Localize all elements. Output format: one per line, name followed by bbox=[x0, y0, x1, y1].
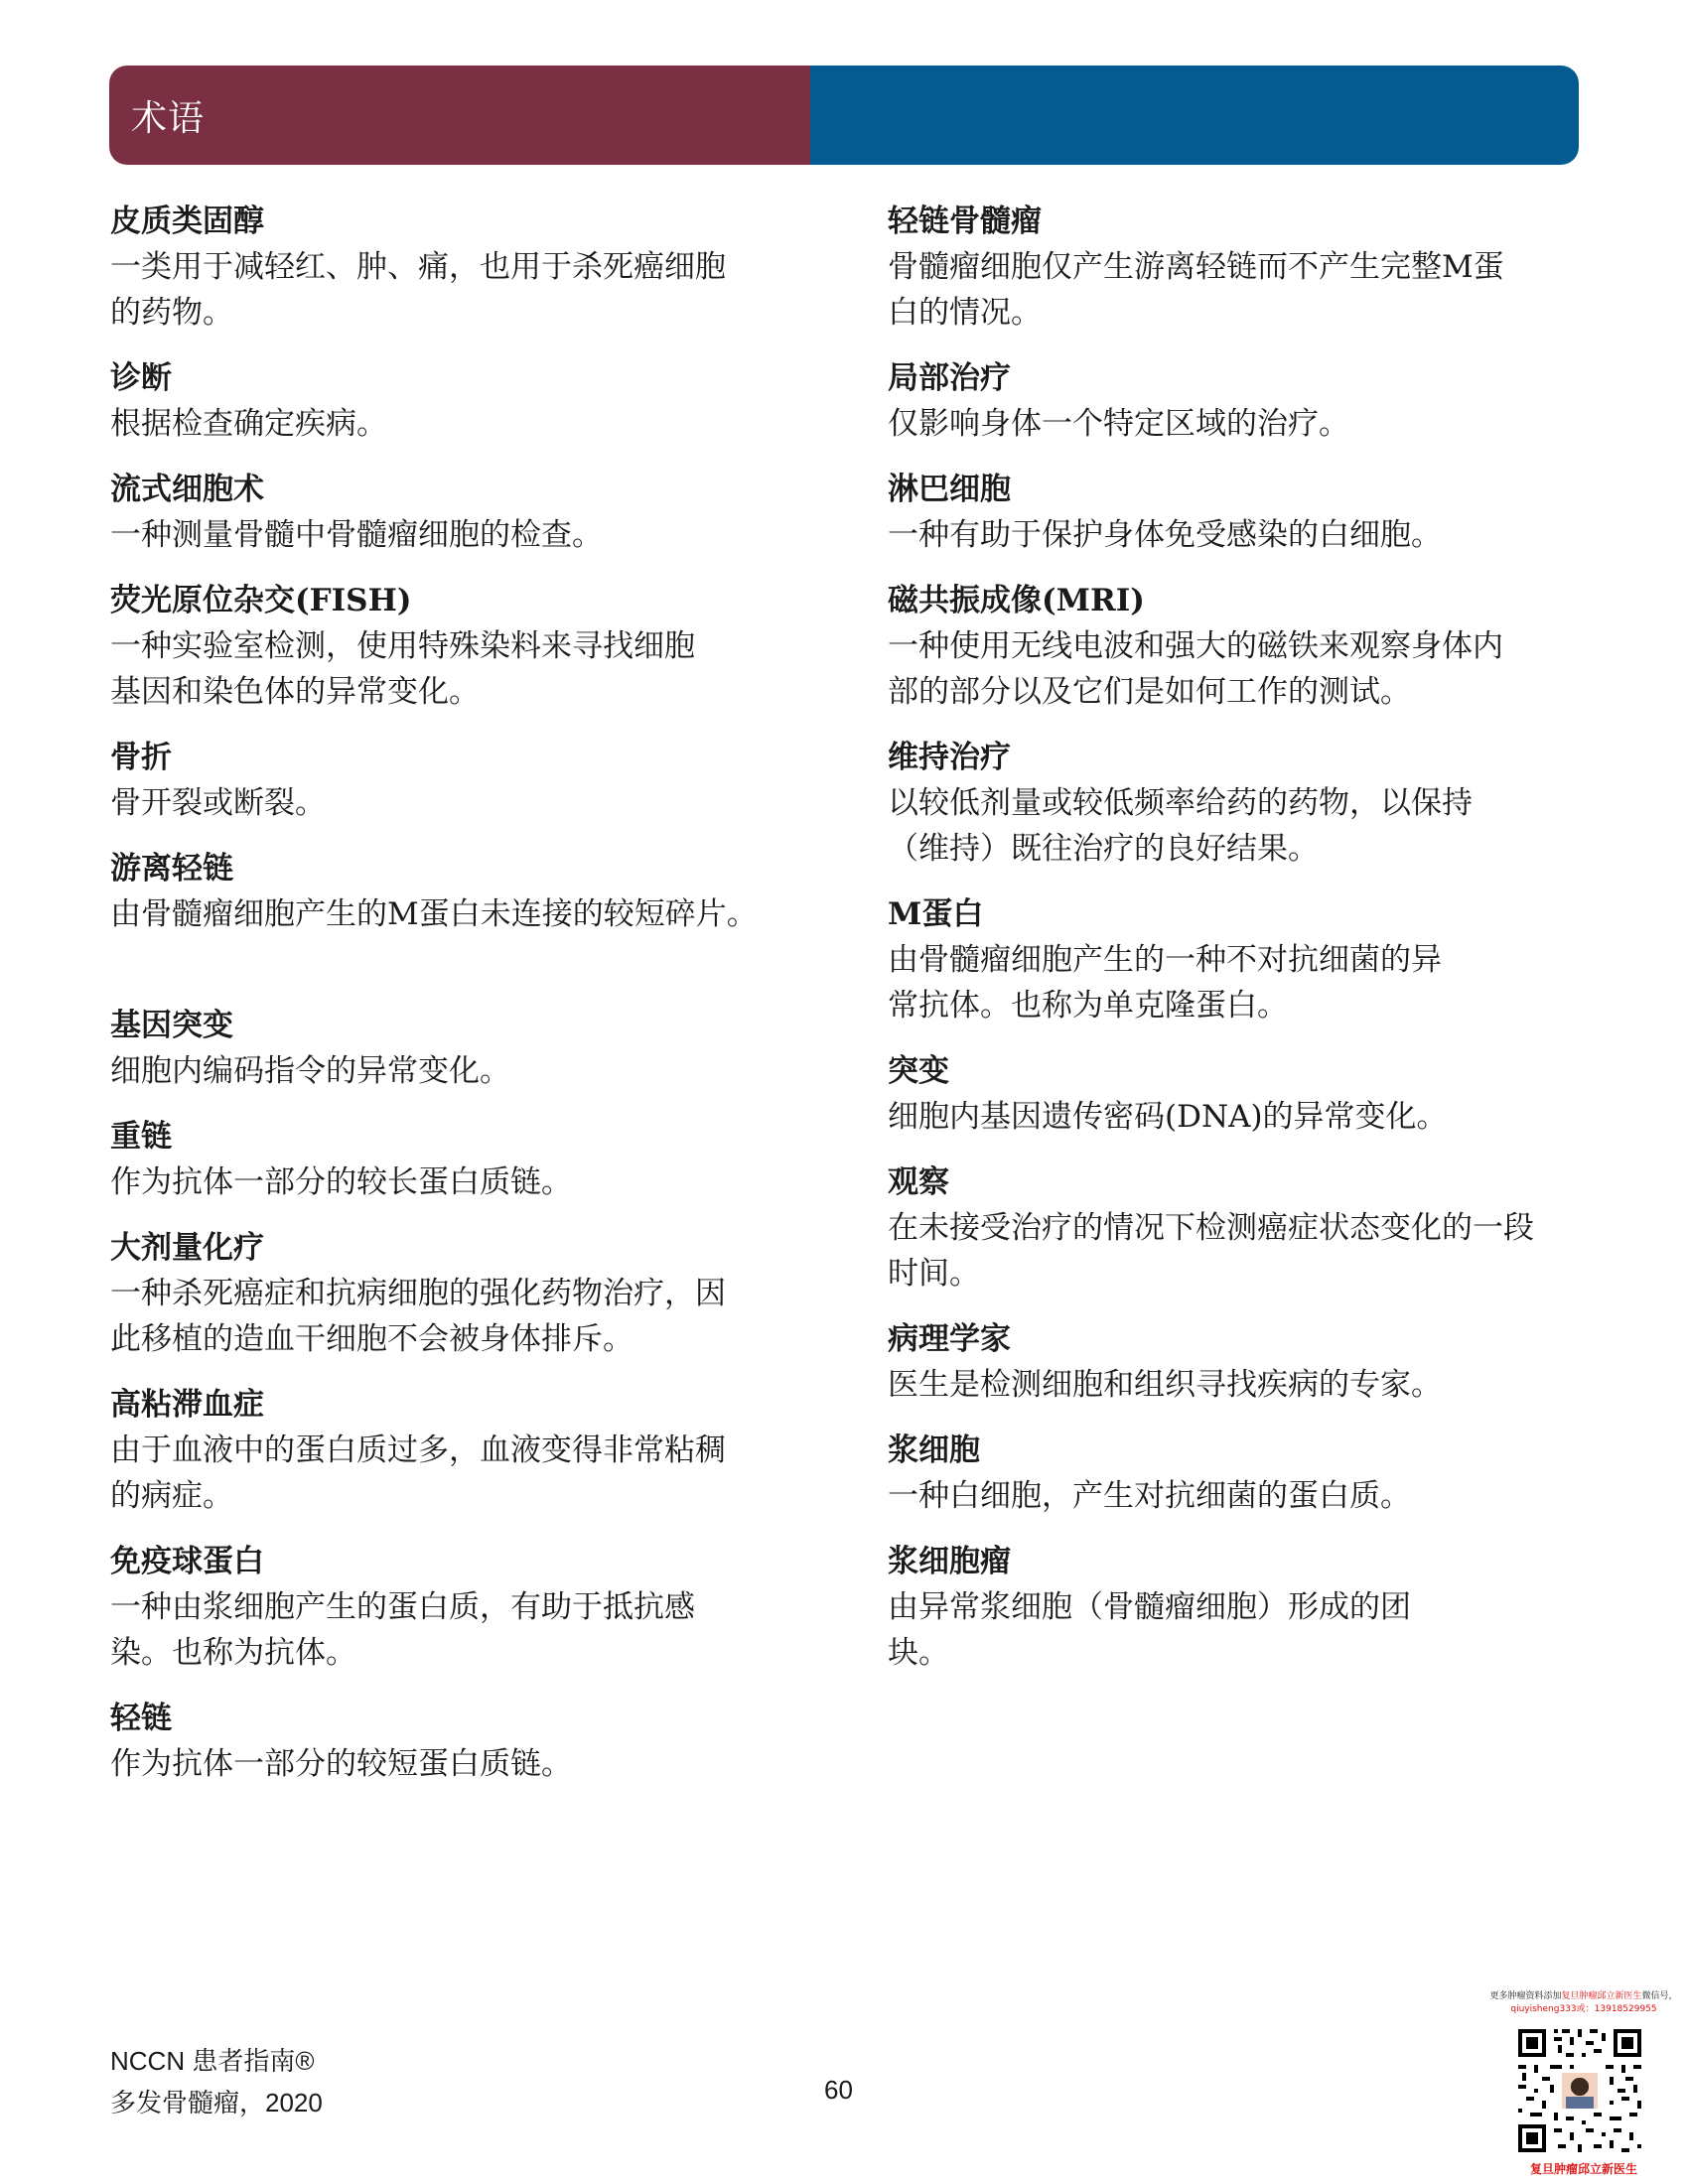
promo-phone: 或：13918529955 bbox=[1576, 2004, 1657, 2014]
glossary-definition-line: 在未接受治疗的情况下检测癌症状态变化的一段 bbox=[888, 1210, 1534, 1246]
glossary-term: 浆细胞 bbox=[888, 1433, 980, 1468]
glossary-term: 病理学家 bbox=[888, 1321, 1011, 1357]
glossary-entry bbox=[110, 1003, 805, 1094]
glossary-term: 突变 bbox=[888, 1053, 949, 1089]
header-banner-right bbox=[810, 66, 1579, 165]
glossary-term: 大剂量化疗 bbox=[110, 1230, 264, 1266]
glossary-entry bbox=[110, 1225, 805, 1362]
glossary-term: 维持治疗 bbox=[888, 740, 1011, 775]
glossary-term: 轻链骨髓瘤 bbox=[888, 204, 1042, 239]
page-title: 术语 bbox=[131, 97, 206, 139]
footer-guide-name: NCCN 患者指南® bbox=[110, 2046, 315, 2076]
glossary-definition-line: 骨开裂或断裂。 bbox=[110, 785, 326, 821]
glossary-definition-line: 作为抗体一部分的较短蛋白质链。 bbox=[110, 1746, 572, 1782]
glossary-definition-line: 细胞内基因遗传密码(DNA)的异常变化。 bbox=[888, 1099, 1448, 1135]
glossary-entry bbox=[888, 199, 1583, 336]
glossary-term: 观察 bbox=[888, 1164, 949, 1200]
glossary-entry bbox=[110, 467, 805, 558]
glossary-definition-line: 医生是检测细胞和组织寻找疾病的专家。 bbox=[888, 1367, 1442, 1403]
glossary-definition-line: 常抗体。也称为单克隆蛋白。 bbox=[888, 988, 1288, 1024]
glossary-term: 淋巴细胞 bbox=[888, 472, 1011, 507]
glossary-definition-line: 一种使用无线电波和强大的磁铁来观察身体内 bbox=[888, 628, 1503, 664]
glossary-entry bbox=[888, 355, 1583, 447]
glossary-entry bbox=[110, 846, 805, 937]
glossary-entry bbox=[888, 891, 1583, 1028]
glossary-term: 高粘滞血症 bbox=[110, 1387, 264, 1423]
glossary-definition-line: 以较低剂量或较低频率给药的药物，以保持 bbox=[888, 785, 1473, 821]
glossary-term: 游离轻链 bbox=[110, 851, 233, 887]
glossary-definition-line: 一种杀死癌症和抗病细胞的强化药物治疗，因 bbox=[110, 1276, 726, 1311]
glossary-entry bbox=[888, 1316, 1583, 1408]
glossary-term: 浆细胞瘤 bbox=[888, 1544, 1011, 1579]
promo-text-part: 更多肿瘤资料添加 bbox=[1489, 1991, 1562, 2001]
glossary-term: 诊断 bbox=[110, 360, 172, 396]
glossary-definition-line: 一种实验室检测，使用特殊染料来寻找细胞 bbox=[110, 628, 695, 664]
glossary-definition-line: 基因和染色体的异常变化。 bbox=[110, 674, 480, 710]
glossary-definition-line: 由骨髓瘤细胞产生的一种不对抗细菌的异 bbox=[888, 942, 1442, 978]
glossary-term: 流式细胞术 bbox=[110, 472, 264, 507]
glossary-entry bbox=[110, 1114, 805, 1205]
glossary-term: 骨折 bbox=[110, 740, 172, 775]
glossary-term: 轻链 bbox=[110, 1701, 172, 1736]
glossary-right-column bbox=[888, 199, 1583, 1696]
glossary-definition-line: 一种测量骨髓中骨髓瘤细胞的检查。 bbox=[110, 517, 603, 553]
glossary-term: 免疫球蛋白 bbox=[110, 1544, 264, 1579]
glossary-entry bbox=[888, 578, 1583, 715]
glossary-definition-line: 骨髓瘤细胞仅产生游离轻链而不产生完整M蛋 bbox=[888, 249, 1504, 285]
promo-text-highlight: 复旦肿瘤邱立新医生 bbox=[1561, 1991, 1642, 2001]
glossary-definition-line: 块。 bbox=[888, 1635, 949, 1671]
glossary-entry bbox=[888, 735, 1583, 872]
glossary-term: 磁共振成像(MRI) bbox=[888, 583, 1145, 618]
glossary-entry bbox=[110, 1696, 805, 1787]
glossary-left-column bbox=[110, 199, 805, 1807]
glossary-term: 荧光原位杂交(FISH) bbox=[110, 583, 412, 618]
glossary-definition-line: 的病症。 bbox=[110, 1478, 233, 1514]
glossary-definition-line: 一种由浆细胞产生的蛋白质，有助于抵抗感 bbox=[110, 1589, 695, 1625]
glossary-entry bbox=[110, 1382, 805, 1519]
glossary-definition-line: 细胞内编码指令的异常变化。 bbox=[110, 1053, 510, 1089]
qr-code-icon[interactable] bbox=[1514, 2025, 1645, 2156]
glossary-entry bbox=[888, 1428, 1583, 1519]
glossary-term: 皮质类固醇 bbox=[110, 204, 264, 239]
glossary-entry bbox=[888, 1048, 1583, 1140]
glossary-entry bbox=[888, 1539, 1583, 1676]
glossary-definition-line: 白的情况。 bbox=[888, 295, 1042, 331]
glossary-definition-line: 一类用于减轻红、肿、痛，也用于杀死癌细胞 bbox=[110, 249, 726, 285]
glossary-definition-line: 由异常浆细胞（骨髓瘤细胞）形成的团 bbox=[888, 1589, 1411, 1625]
glossary-term: M蛋白 bbox=[888, 896, 984, 932]
footer-guide-topic: 多发骨髓瘤，2020 bbox=[110, 2088, 323, 2117]
glossary-definition-line: （维持）既往治疗的良好结果。 bbox=[888, 831, 1319, 867]
glossary-definition-line: 根据检查确定疾病。 bbox=[110, 406, 387, 442]
qr-caption: 复旦肿瘤邱立新医生 bbox=[1529, 2162, 1637, 2176]
glossary-definition-line: 仅影响身体一个特定区域的治疗。 bbox=[888, 406, 1349, 442]
glossary-entry bbox=[110, 199, 805, 336]
promo-text-part: 微信号， bbox=[1641, 1991, 1678, 2001]
glossary-entry bbox=[888, 1160, 1583, 1297]
glossary-definition-line: 染。也称为抗体。 bbox=[110, 1635, 356, 1671]
header-banner bbox=[109, 66, 1579, 165]
page-number: 60 bbox=[824, 2075, 853, 2105]
promo-wechat-id: qiuyisheng333 bbox=[1510, 2004, 1577, 2014]
glossary-definition-line: 部的部分以及它们是如何工作的测试。 bbox=[888, 674, 1411, 710]
glossary-entry bbox=[888, 467, 1583, 558]
glossary-definition-line: 此移植的造血干细胞不会被身体排斥。 bbox=[110, 1321, 633, 1357]
footer-publication bbox=[110, 2040, 323, 2123]
glossary-definition-line: 作为抗体一部分的较长蛋白质链。 bbox=[110, 1164, 572, 1200]
glossary-definition-line: 由骨髓瘤细胞产生的M蛋白未连接的较短碎片。 bbox=[110, 896, 758, 932]
glossary-definition-line: 一种有助于保护身体免受感染的白细胞。 bbox=[888, 517, 1442, 553]
glossary-term: 局部治疗 bbox=[888, 360, 1011, 396]
glossary-entry bbox=[110, 578, 805, 715]
glossary-entry bbox=[110, 355, 805, 447]
glossary-entry bbox=[110, 1539, 805, 1676]
glossary-definition-line: 由于血液中的蛋白质过多，血液变得非常粘稠 bbox=[110, 1433, 726, 1468]
glossary-definition-line: 一种白细胞，产生对抗细菌的蛋白质。 bbox=[888, 1478, 1411, 1514]
promo-text bbox=[1479, 1990, 1688, 2016]
glossary-definition-line: 的药物。 bbox=[110, 295, 233, 331]
glossary-definition-line: 时间。 bbox=[888, 1256, 980, 1292]
glossary-entry bbox=[110, 735, 805, 826]
glossary-term: 基因突变 bbox=[110, 1008, 233, 1043]
header-banner-left bbox=[109, 66, 810, 165]
glossary-term: 重链 bbox=[110, 1119, 172, 1155]
